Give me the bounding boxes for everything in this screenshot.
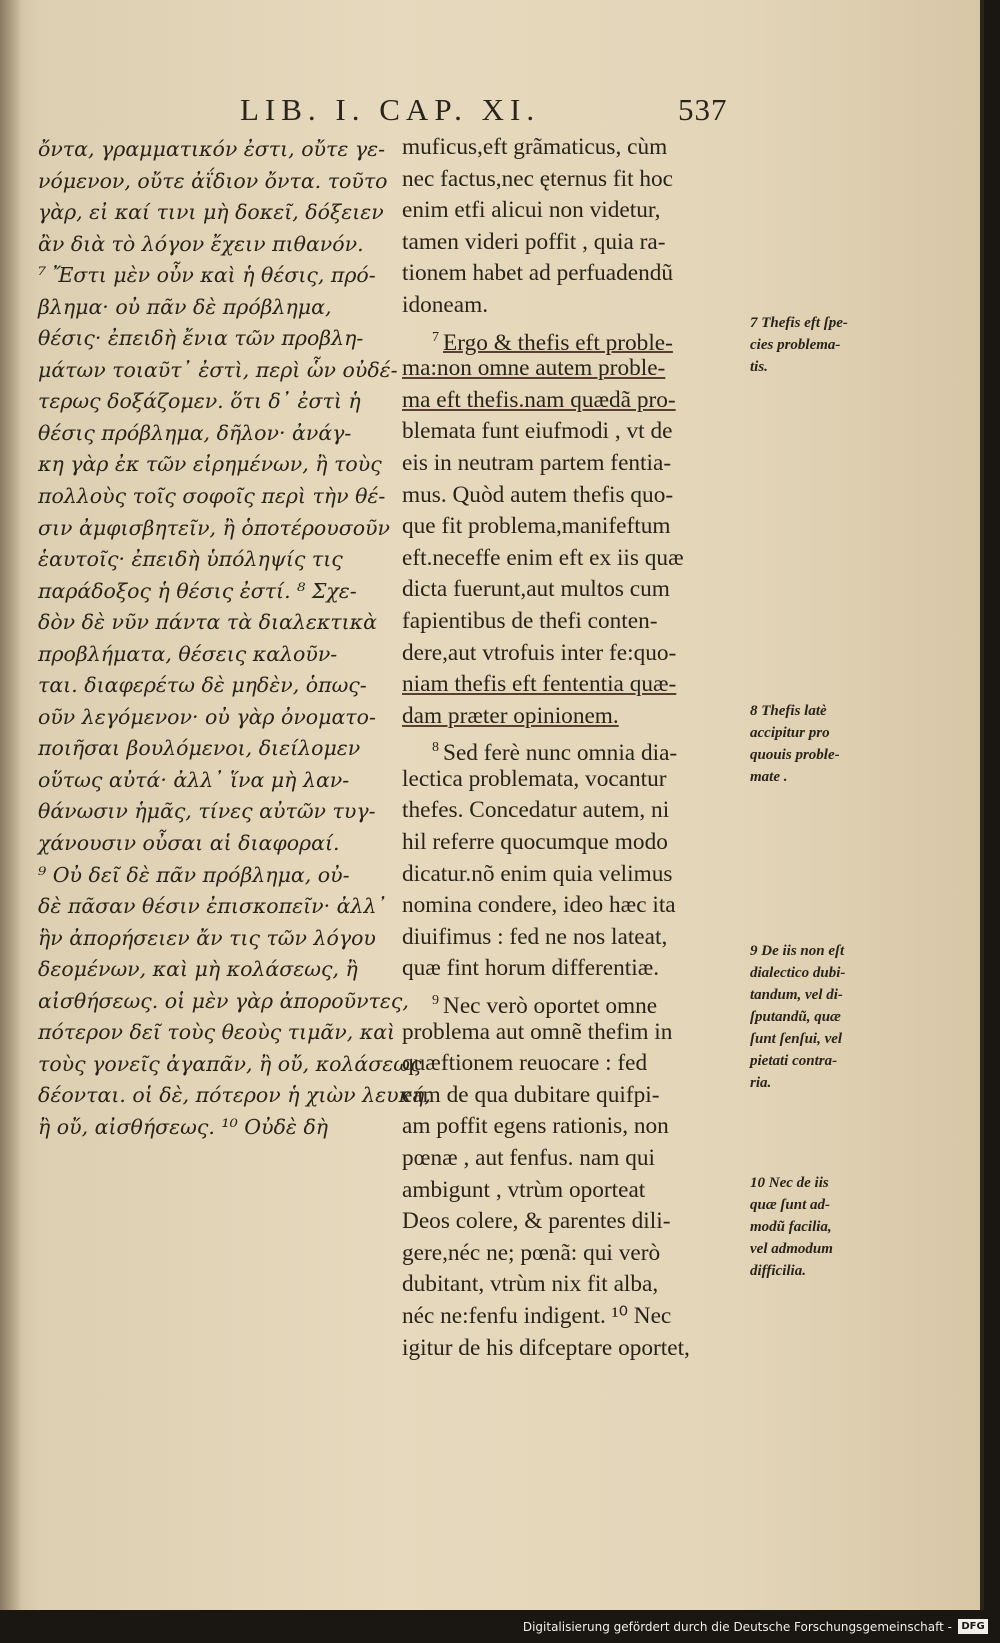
- margin-note-line: quæ ſunt ad-: [750, 1197, 831, 1213]
- margin-note-line: accipitur pro: [750, 725, 830, 741]
- margin-note-line: ſunt ſenſui, vel: [750, 1031, 843, 1047]
- latin-line-text: Sed ferè nunc omnia dia-: [443, 740, 678, 767]
- latin-line-text: problema aut omnẽ thefim in: [402, 1018, 673, 1045]
- latin-line-text: eam de qua dubitare quifpi-: [402, 1081, 660, 1108]
- greek-line: σιν ἀμφισβητεῖν, ἢ ὁποτέρουσοῦν: [38, 515, 390, 540]
- latin-line-text: dam præter opinionem.: [402, 702, 619, 729]
- latin-line: [402, 290, 742, 322]
- latin-line: [402, 322, 742, 354]
- latin-line: [402, 227, 742, 259]
- margin-note-line: modũ facilia,: [750, 1219, 832, 1235]
- running-head-title: LIB. I. CAP. XI.: [240, 92, 541, 127]
- latin-line: [402, 448, 742, 480]
- greek-line: θέσις· ἐπειδὴ ἔνια τῶν προβλη-: [38, 326, 364, 351]
- greek-line: πότερον δεῖ τοὺς θεοὺς τιμᾶν, καὶ: [38, 1020, 396, 1045]
- funding-credit: Digitalisierung gefördert durch die Deutsche Forschungsgemeinschaft -: [522, 1620, 952, 1634]
- latin-line: [402, 132, 742, 164]
- latin-line: [402, 1111, 742, 1143]
- latin-line-text: mus. Quòd autem thefis quo-: [402, 481, 674, 508]
- latin-line-text: néc ne:fenfu indigent. ¹⁰ Nec: [402, 1302, 672, 1329]
- latin-line: [402, 1333, 742, 1365]
- greek-line: πολλοὺς τοῖς σοφοῖς περὶ τὴν θέ-: [38, 484, 386, 509]
- latin-line-text: quæ fint horum differentiæ.: [402, 955, 660, 982]
- latin-line-text: tionem habet ad perfuadendũ: [402, 260, 674, 287]
- latin-line: [402, 543, 742, 575]
- greek-text-column: [38, 134, 431, 1144]
- greek-line: νόμενον, οὔτε ἀΐδιον ὄντα. τοῦτο: [38, 168, 388, 193]
- greek-line: δὲ πᾶσαν θέσιν ἐπισκοπεῖν· ἀλλ᾽: [38, 894, 387, 919]
- latin-line-text: niam thefis eft fententia quæ-: [402, 671, 677, 698]
- latin-line: [402, 764, 742, 796]
- latin-line-text: Deos colere, & parentes dili-: [402, 1208, 671, 1235]
- greek-line: αἰσθήσεως. οἱ μὲν γὰρ ἀποροῦντες,: [38, 988, 409, 1013]
- latin-line-text: fapientibus de thefi conten-: [402, 607, 658, 634]
- latin-line: [402, 732, 742, 767]
- latin-line-text: tamen videri poffit , quia ra-: [402, 228, 666, 255]
- latin-line: [402, 258, 742, 290]
- latin-line-text: quæftionem reuocare : fed: [402, 1050, 648, 1077]
- section-number: 7: [432, 329, 439, 345]
- digitization-footer: [0, 1612, 1000, 1643]
- greek-line: ⁹ Οὐ δεῖ δὲ πᾶν πρόβλημα, οὐ-: [38, 862, 350, 887]
- margin-note: [750, 312, 848, 378]
- latin-line: [402, 480, 742, 512]
- margin-note-line: 8 Thefis latè: [750, 703, 827, 719]
- gutter-shadow: [0, 0, 22, 1610]
- latin-line-text: que fit problema,manifeftum: [402, 513, 671, 540]
- latin-line: [402, 638, 742, 670]
- greek-line: θάνωσιν ἡμᾶς, τίνες αὐτῶν τυγ-: [38, 799, 376, 824]
- latin-line: [402, 859, 742, 891]
- latin-line-text: thefes. Concedatur autem, ni: [402, 797, 670, 824]
- latin-line-text: am poffit egens rationis, non: [402, 1113, 669, 1140]
- latin-line-text: ma:non omne autem proble-: [402, 355, 666, 382]
- latin-line-text: ambigunt , vtrùm oporteat: [402, 1176, 646, 1203]
- margin-note-line: vel admodum: [750, 1241, 833, 1257]
- latin-line-text: blemata funt eiufmodi , vt de: [402, 418, 673, 445]
- greek-line: ἑαυτοῖς· ἐπειδὴ ὑπόληψίς τις: [38, 547, 343, 572]
- greek-line: τοὺς γονεῖς ἀγαπᾶν, ἢ οὔ, κολάσεως: [38, 1051, 422, 1076]
- page-number: 537: [678, 92, 728, 127]
- greek-line: οῦν λεγόμενον· οὐ γὰρ ὀνοματο-: [38, 704, 376, 729]
- latin-line: [402, 353, 742, 385]
- greek-line: ἣν ἀπορήσειεν ἄν τις τῶν λόγου: [38, 925, 376, 950]
- latin-line: [402, 795, 742, 827]
- latin-line: [402, 385, 742, 417]
- margin-note-line: ria.: [750, 1075, 772, 1091]
- greek-line: βλημα· οὐ πᾶν δὲ πρόβλημα,: [38, 294, 332, 319]
- margin-note-line: tis.: [750, 359, 768, 375]
- running-head: [240, 92, 940, 132]
- greek-line: παράδοξος ἡ θέσις ἐστί. ⁸ Σχε-: [38, 578, 357, 603]
- greek-line: δέονται. οἱ δὲ, πότερον ἡ χιὼν λευκή,: [38, 1083, 431, 1108]
- latin-line-text: dere,aut vtrofuis inter fe:quo-: [402, 639, 677, 666]
- latin-line-text: ma eft thefis.nam quædã pro-: [402, 386, 676, 413]
- greek-line: οὕτως αὐτά· ἀλλ᾽ ἵνα μὴ λαν-: [38, 767, 350, 792]
- latin-text-column: [402, 132, 742, 1364]
- greek-line: μάτων τοιαῦτ᾽ ἐστὶ, περὶ ὧν οὐδέ-: [38, 357, 398, 382]
- latin-line-text: enim etfi alicui non videtur,: [402, 197, 661, 224]
- greek-line: προβλήματα, θέσεις καλοῦν-: [38, 641, 338, 666]
- latin-line-text: eis in neutram partem fentia-: [402, 449, 672, 476]
- latin-line-text: igitur de his difceptare oportet,: [402, 1334, 690, 1361]
- margin-note-line: 9 De iis non eſt: [750, 943, 845, 959]
- latin-line-text: Nec verò oportet omne: [443, 992, 658, 1019]
- latin-line: [402, 195, 742, 227]
- greek-line: ποιῆσαι βουλόμενοι, διείλομεν: [38, 736, 361, 761]
- latin-line: [402, 1206, 742, 1238]
- latin-line: [402, 1301, 742, 1333]
- latin-line: [402, 574, 742, 606]
- latin-line-text: Ergo & thefis eft proble-: [443, 329, 673, 356]
- margin-note-line: 10 Nec de iis: [750, 1175, 829, 1191]
- greek-line: χάνουσιν οὖσαι αἱ διαφοραί.: [38, 831, 340, 856]
- latin-line: [402, 1238, 742, 1270]
- latin-line-text: diuifimus : fed ne nos lateat,: [402, 923, 668, 950]
- section-number: 9: [432, 993, 439, 1009]
- greek-line: ὄντα, γραμματικόν ἐστι, οὔτε γε-: [38, 137, 386, 161]
- latin-line: [402, 1080, 742, 1112]
- latin-line: [402, 669, 742, 701]
- margin-note-line: mate .: [750, 769, 788, 785]
- latin-line-text: dubitant, vtrùm nix fit alba,: [402, 1271, 659, 1298]
- margin-note: [750, 940, 845, 1094]
- greek-line: ται. διαφερέτω δὲ μηδὲν, ὁπως-: [38, 673, 367, 698]
- latin-line: [402, 1175, 742, 1207]
- margin-note-line: cies problema-: [750, 337, 841, 353]
- latin-line-text: lectica problemata, vocantur: [402, 765, 667, 792]
- latin-line: [402, 606, 742, 638]
- margin-note: [750, 1172, 833, 1282]
- greek-line: θέσις πρόβλημα, δῆλον· ἀνάγ-: [38, 420, 352, 445]
- margin-note-line: pietati contra-: [750, 1053, 838, 1069]
- greek-line: ἂν διὰ τὸ λόγον ἔχειν πιθανόν.: [38, 231, 364, 256]
- margin-note-line: quouis proble-: [750, 747, 840, 763]
- latin-line: [402, 985, 742, 1017]
- latin-line-text: nomina condere, ideo hæc ita: [402, 892, 676, 919]
- latin-line-text: hil referre quocumque modo: [402, 829, 668, 856]
- latin-line-text: dicta fuerunt,aut multos cum: [402, 576, 670, 603]
- greek-line: γὰρ, εἰ καί τινι μὴ δοκεῖ, δόξειεν: [38, 200, 384, 225]
- margin-note-line: ſputandũ, quæ: [750, 1009, 841, 1025]
- section-number: 8: [432, 740, 439, 756]
- margin-note-line: difficilia.: [750, 1263, 806, 1279]
- greek-line: δὸν δὲ νῦν πάντα τὰ διαλεκτικὰ: [38, 610, 377, 635]
- latin-line: [402, 1269, 742, 1301]
- greek-line: κη γὰρ ἐκ τῶν εἰρημένων, ἢ τοὺς: [38, 452, 382, 477]
- latin-line: [402, 701, 742, 733]
- greek-line: ⁷ Ἔστι μὲν οὖν καὶ ἡ θέσις, πρό-: [38, 263, 376, 288]
- greek-line: δεομένων, καὶ μὴ κολάσεως, ἢ: [38, 957, 358, 982]
- latin-line: [402, 511, 742, 543]
- latin-line-text: dicatur.nõ enim quia velimus: [402, 860, 673, 887]
- latin-line: [402, 1048, 742, 1080]
- latin-line: [402, 416, 742, 448]
- latin-line: [402, 890, 742, 922]
- latin-line: [402, 953, 742, 985]
- margin-note-line: 7 Thefis eft ſpe-: [750, 315, 848, 331]
- margin-note-line: tandum, vel di-: [750, 987, 843, 1003]
- latin-line: [402, 922, 742, 954]
- latin-line-text: pœnæ , aut fenfus. nam qui: [402, 1145, 655, 1171]
- latin-line: [402, 1017, 742, 1049]
- greek-line: ἢ οὔ, αἰσθήσεως. ¹⁰ Οὐδὲ δὴ: [38, 1114, 329, 1139]
- latin-line: [402, 1143, 742, 1175]
- margin-note: [750, 700, 840, 788]
- latin-line-text: gere,néc ne; pœnã: qui verò: [402, 1239, 661, 1266]
- latin-line: [402, 164, 742, 196]
- latin-line-text: nec factus,nec ęternus fit hoc: [402, 165, 674, 192]
- greek-line: τερως δοξάζομεν. ὅτι δ᾽ ἐστὶ ἡ: [38, 389, 361, 414]
- margin-note-line: dialectico dubi-: [750, 965, 846, 981]
- dfg-logo: DFG: [958, 1619, 988, 1634]
- latin-line: [402, 827, 742, 859]
- latin-line-text: eft.neceffe enim eft ex iis quæ: [402, 544, 684, 571]
- latin-line-text: muficus,eft grãmaticus, cùm: [402, 134, 668, 160]
- latin-line-text: idoneam.: [402, 291, 489, 318]
